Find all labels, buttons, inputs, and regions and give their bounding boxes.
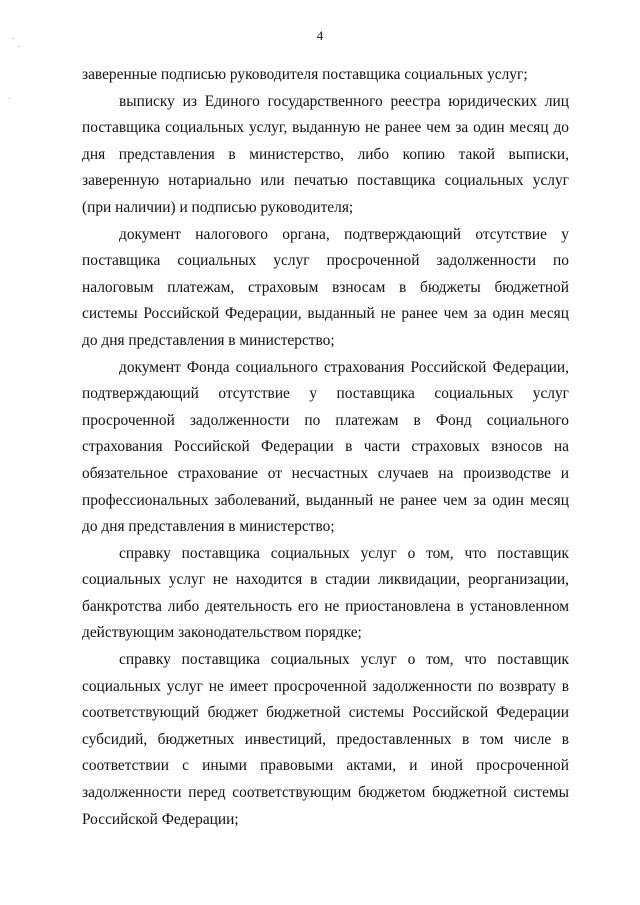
paragraph-social-insurance-fund-document: документ Фонда социального страхования Российской Федерации, подтверждающий отсутствие у поставщика социальных услуг просроченной задолженности по платежам в Фонд социального страхования Российской Федерации в части страховых взносов на обязательное страхование от несчастных случаев на производстве и профессиональных заболеваний, выданный не ранее чем за один месяц до дня представления в министерство; <box>82 358 569 536</box>
paragraph-budget-debt-certificate: справку поставщика социальных услуг о том, что поставщик социальных услуг не имеет просроченной задолженности по возврату в соответствующий бюджет бюджетной системы Российской Федерации субсидий, бюджетных инвестиций, предоставленных в том числе в соответствии с иными правовыми актами, и иной просроченной задолженности перед соответствующим бюджетом бюджетной системы Российской Федерации; <box>82 651 569 828</box>
scan-speck <box>13 38 14 39</box>
paragraph-continuation: заверенные подписью руководителя поставщика социальных услуг; <box>82 66 528 83</box>
scan-speck <box>18 46 19 47</box>
paragraph-tax-authority-document: документ налогового органа, подтверждающий отсутствие у поставщика социальных услуг просроченной задолженности по налоговым платежам, страховым взносам в бюджеты бюджетной системы Российской Федерации, выданный не ранее чем за один месяц до дня представления в министерство; <box>82 225 569 349</box>
scan-speck <box>9 98 10 99</box>
paragraph-liquidation-certificate: справку поставщика социальных услуг о том, что поставщик социальных услуг не находится в стадии ликвидации, реорганизации, банкротства либо деятельность его не приостановлена в установленном действующим законодательством порядке; <box>82 544 569 642</box>
paragraph-egrul-extract: выписку из Единого государственного реестра юридических лиц поставщика социальных услуг, выданную не ранее чем за один месяц до дня представления в министерство, либо копию такой выписки, заверенную нотариально или печатью поставщика социальных услуг (при наличии) и подписью руководителя; <box>82 92 569 216</box>
page-number: 4 <box>316 28 324 43</box>
document-body <box>82 62 569 833</box>
